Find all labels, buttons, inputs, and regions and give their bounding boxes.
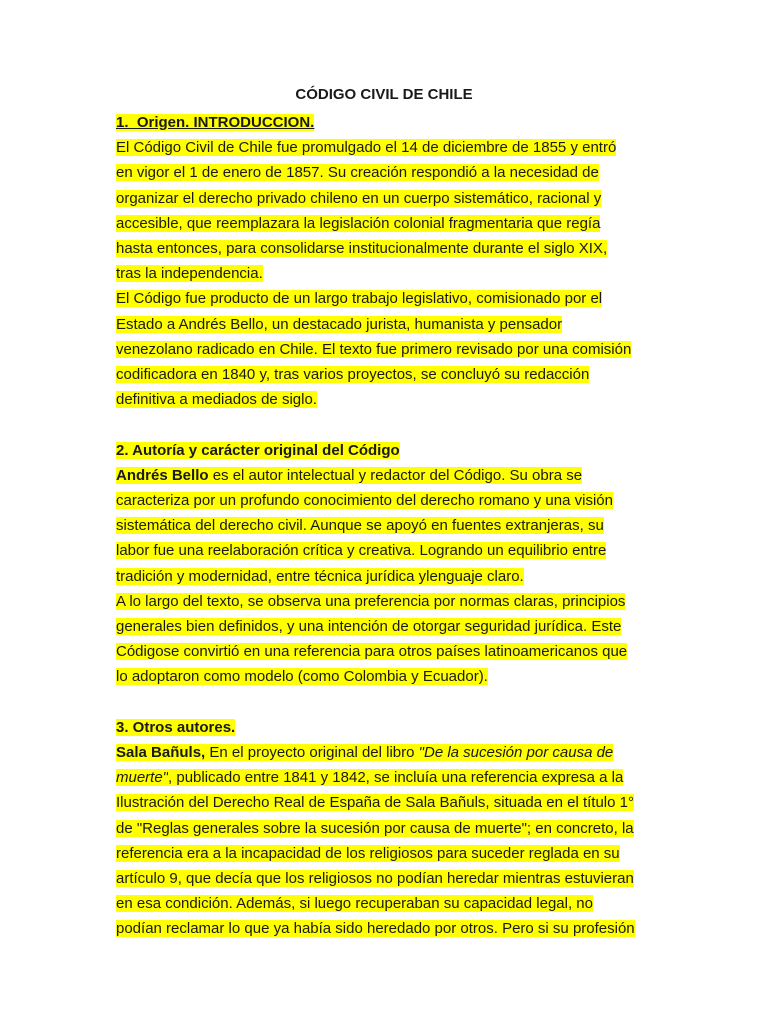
- author-name-bello: Andrés Bello: [116, 466, 209, 484]
- text-line: referencia era a la incapacidad de los religiosos para suceder reglada en su: [116, 844, 620, 862]
- text-line: accesible, que reemplazara la legislación colonial fragmentaria que regía: [116, 214, 601, 232]
- text-line: tras la independencia.: [116, 265, 263, 283]
- text-line: tradición y modernidad, entre técnica jurídica ylenguaje claro.: [116, 567, 524, 585]
- paragraph-line: [116, 916, 656, 941]
- text-line: podían reclamar lo que ya había sido heredado por otros. Pero si su profesión: [116, 920, 635, 938]
- text-line: venezolano radicado en Chile. El texto fue primero revisado por una comisión: [116, 340, 632, 358]
- paragraph-line: [116, 312, 656, 337]
- section-2-heading-line: [116, 438, 656, 463]
- document-title: CÓDIGO CIVIL DE CHILE: [295, 86, 473, 103]
- text-line: organizar el derecho privado chileno en un cuerpo sistemático, racional y: [116, 189, 602, 207]
- paragraph-line: [116, 463, 656, 488]
- paragraph-line: [116, 261, 656, 286]
- author-name-sala: Sala Bañuls,: [116, 744, 206, 762]
- text-line: generales bien definidos, y una intención de otorgar seguridad jurídica. Este: [116, 618, 622, 636]
- paragraph-line: [116, 362, 656, 387]
- paragraph-line: [116, 765, 656, 790]
- text-line: sistemática del derecho civil. Aunque se apoyó en fuentes extranjeras, su: [116, 517, 604, 535]
- text-line: A lo largo del texto, se observa una preferencia por normas claras, principios: [116, 592, 626, 610]
- section-3-heading: 3. Otros autores.: [116, 718, 236, 736]
- text-line: definitiva a mediados de siglo.: [116, 391, 317, 409]
- blank-line: [116, 690, 656, 715]
- section-3-heading-line: [116, 715, 656, 740]
- text-line: artículo 9, que decía que los religiosos no podían heredar mientras estuvieran: [116, 870, 634, 888]
- paragraph-line: [116, 513, 656, 538]
- document-body: [116, 110, 656, 942]
- text-line: , publicado entre 1841 y 1842, se incluía una referencia expresa a la: [168, 769, 624, 787]
- paragraph-line: [116, 891, 656, 916]
- text-line: labor fue una reelaboración crítica y creativa. Logrando un equilibrio entre: [116, 542, 607, 560]
- text-line: Ilustración del Derecho Real de España de Sala Bañuls, situada en el título 1°: [116, 794, 634, 812]
- text-line: de "Reglas generales sobre la sucesión por causa de muerte"; en concreto, la: [116, 819, 634, 837]
- text-line: El Código Civil de Chile fue promulgado el 14 de diciembre de 1855 y entró: [116, 139, 617, 157]
- text-line: En el proyecto original del libro: [205, 744, 419, 762]
- paragraph-line: [116, 841, 656, 866]
- paragraph-line: [116, 639, 656, 664]
- paragraph-line: [116, 866, 656, 891]
- section-2-heading: 2. Autoría y carácter original del Código: [116, 441, 400, 459]
- paragraph-line: [116, 160, 656, 185]
- text-line: en vigor el 1 de enero de 1857. Su creación respondió a la necesidad de: [116, 164, 599, 182]
- text-line: codificadora en 1840 y, tras varios proyectos, se concluyó su redacción: [116, 366, 590, 384]
- paragraph-line: [116, 236, 656, 261]
- paragraph-line: [116, 135, 656, 160]
- paragraph-line: [116, 614, 656, 639]
- paragraph-line: [116, 790, 656, 815]
- text-line: Códigose convirtió en una referencia para otros países latinoamericanos que: [116, 643, 628, 661]
- blank-line: [116, 412, 656, 437]
- paragraph-line: [116, 286, 656, 311]
- paragraph-line: [116, 337, 656, 362]
- section-1-heading: 1. Origen. INTRODUCCION.: [116, 114, 315, 131]
- section-1-heading-line: [116, 110, 656, 135]
- text-line: El Código fue producto de un largo trabajo legislativo, comisionado por el: [116, 290, 603, 308]
- paragraph-line: [116, 186, 656, 211]
- paragraph-line: [116, 664, 656, 689]
- text-line: Estado a Andrés Bello, un destacado jurista, humanista y pensador: [116, 315, 563, 333]
- paragraph-line: [116, 387, 656, 412]
- text-line: caracteriza por un profundo conocimiento del derecho romano y una visión: [116, 492, 613, 510]
- text-line: es el autor intelectual y redactor del Código. Su obra se: [208, 466, 583, 484]
- book-title-cont: muerte": [116, 769, 169, 787]
- paragraph-line: [116, 589, 656, 614]
- paragraph-line: [116, 816, 656, 841]
- paragraph-line: [116, 211, 656, 236]
- paragraph-line: [116, 538, 656, 563]
- text-line: hasta entonces, para consolidarse institucionalmente durante el siglo XIX,: [116, 240, 608, 258]
- paragraph-line: [116, 488, 656, 513]
- paragraph-line: [116, 564, 656, 589]
- text-line: lo adoptaron como modelo (como Colombia y Ecuador).: [116, 668, 488, 686]
- text-line: en esa condición. Además, si luego recuperaban su capacidad legal, no: [116, 895, 593, 913]
- book-title: "De la sucesión por causa de: [418, 744, 614, 762]
- paragraph-line: [116, 740, 656, 765]
